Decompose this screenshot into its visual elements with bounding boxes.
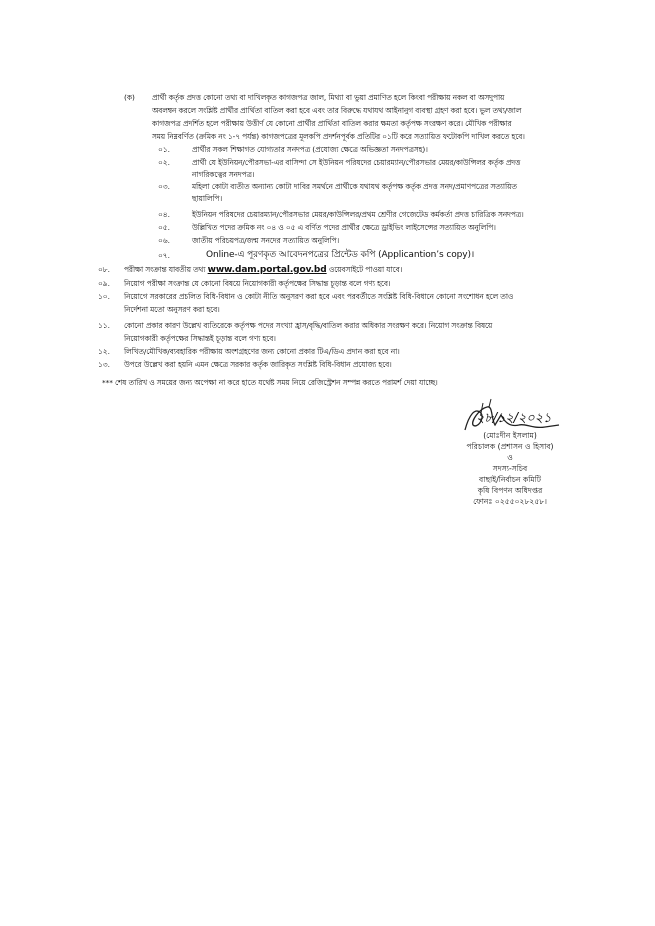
sub-item-number: ০৭.	[158, 251, 170, 260]
item-text: নিয়োগ পরীক্ষা সংক্রান্ত যে কোনো বিষয়ে নিয়োগকারী কর্তৃপক্ষের সিদ্ধান্ত চূড়ান্ত বলে গণ্য হবে।	[124, 279, 391, 288]
website-link[interactable]: www.dam.portal.gov.bd	[207, 265, 327, 275]
sub-item-text: জাতীয় পরিচয়পত্র/জন্ম সনদের সত্যায়িত অনুলিপি।	[192, 236, 340, 245]
sub-item-text: ছায়ালিপি।	[192, 194, 223, 203]
phone-number: ফোনঃ ০২৫৫০২৮২৫৮।	[473, 497, 547, 506]
signature-date: ২৮/১২/২০২১	[476, 411, 552, 426]
sub-item-number: ০৪.	[158, 210, 170, 219]
clause-ka-line-1: প্রার্থী কর্তৃক প্রদত্ত কোনো তথ্য বা দাখিলকৃত কাগজপত্র জাল, মিথ্যা বা ভুয়া প্রমাণিত হলে কিংবা পরীক্ষায় নকল বা অসদুপায়	[152, 93, 505, 102]
office-name: কৃষি বিপণন অধিদপ্তর	[477, 486, 543, 495]
item-number: ১০.	[98, 292, 110, 301]
item-text: নিয়োগে সরকারের প্রচলিত বিধি-বিধান ও কোটা নীতি অনুসরণ করা হবে এবং পরবর্তীতে সংশ্লিষ্ট বিধি-বিধানে কোনো সংশোধন হলে তাও	[124, 292, 514, 301]
sub-item-number: ০৫.	[158, 223, 170, 232]
sub-item-text: প্রার্থীর সকল শিক্ষাগত যোগ্যতার সনদপত্র (প্রযোজ্য ক্ষেত্রে অভিজ্ঞতা সনদপত্রসহ)।	[192, 145, 428, 154]
item-number: ০৮.	[98, 265, 110, 274]
item-text: কোনো প্রকার কারণ উল্লেখ ব্যতিরেকে কর্তৃপক্ষ পদের সংখ্যা হ্রাস/বৃদ্ধি/বাতিল করার অধিকার সংরক্ষণ করে। নিয়োগ সংক্রান্ত বিষয়ে	[124, 321, 493, 330]
sub-item-text: Online-এ পূরণকৃত আবেদনপত্রের প্রিন্টেড কপি (Applicantion’s copy)।	[206, 250, 475, 260]
item-text: নির্দেশনা মতো অনুসরণ করা হবে।	[124, 305, 220, 314]
clause-ka-line-2: অবলম্বন করলে সংশ্লিষ্ট প্রার্থীর প্রার্থিতা বাতিল করা হবে এবং তার বিরুদ্ধে যথাযথ আইনানুগ ব্যবস্থা গ্রহণ করা হবে। ভুল তথ্য/জাল	[152, 106, 522, 115]
item-number: ১২.	[98, 347, 110, 356]
item-text: নিয়োগকারী কর্তৃপক্ষের সিদ্ধান্তই চূড়ান্ত বলে গণ্য হবে।	[124, 334, 276, 343]
signatory-designation: পরিচালক (প্রশাসন ও হিসাব)	[466, 442, 554, 451]
signatory-role: সদস্য-সচিব	[492, 464, 528, 473]
item-text: পরীক্ষা সংক্রান্ত যাবতীয় তথ্য www.dam.portal.gov.bd ওয়েবসাইটে পাওয়া যাবে।	[124, 265, 403, 275]
item-text: লিখিত/মৌখিক/ব্যবহারিক পরীক্ষায় অংশগ্রহণের জন্য কোনো প্রকার টিএ/ডিএ প্রদান করা হবে না।	[124, 347, 400, 356]
clause-ka-line-4: সময় নিম্নবর্ণিত (ক্রমিক নং ১-৭ পর্যন্ত) কাগজপত্রের মূলকপি প্রদর্শনপূর্বক প্রতিটির ০১টি করে সত্যায়িত ফটোকপি দাখিল করতে হবে।	[152, 132, 525, 141]
sub-item-text: মহিলা কোটা ব্যতীত অন্যান্য কোটা দাবির সমর্থনে প্রার্থীকে যথাযথ কর্তৃপক্ষ কর্তৃক প্রদত্ত সনদ/প্রমাণপত্রের সত্যায়িত	[192, 182, 517, 191]
item-text: উপরে উল্লেখ করা হয়নি এমন ক্ষেত্রে সরকার কর্তৃক জারিকৃত সংশ্লিষ্ট বিধি-বিধান প্রযোজ্য হবে।	[124, 360, 392, 369]
item-number: ১৩.	[98, 360, 110, 369]
item-number: ০৯.	[98, 279, 110, 288]
sub-item-number: ০১.	[158, 145, 170, 154]
sub-item-text: নাগরিকত্বের সনদপত্র।	[192, 170, 255, 179]
sub-item-number: ০২.	[158, 158, 170, 167]
signature-block	[440, 430, 580, 507]
clause-ka-line-3: কাগজপত্র প্রদর্শিত হলে পরীক্ষায় উত্তীর্ণ যে কোনো প্রার্থীর প্রার্থিতা বাতিল করার ক্ষমতা কর্তৃপক্ষ সংরক্ষণ করে। মৌখিক পরীক্ষার	[152, 119, 512, 128]
registration-note: *** শেষ তারিখ ও সময়ের জন্য অপেক্ষা না করে হাতে যথেষ্ট সময় নিয়ে রেজিস্ট্রেশন সম্পন্ন করতে পরামর্শ দেয়া যাচ্ছে।	[102, 378, 438, 387]
sub-item-number: ০৩.	[158, 182, 170, 191]
item-number: ১১.	[98, 321, 110, 330]
sub-item-text: ইউনিয়ন পরিষদের চেয়ারম্যান/পৌরসভার মেয়র/কাউন্সিলর/প্রথম শ্রেণীর গেজেটেড কর্মকর্তা প্রদত্ত চারিত্রিক সনদপত্র।	[192, 210, 524, 219]
sub-item-text: প্রার্থী যে ইউনিয়ন/পৌরসভা-এর বাসিন্দা সে ইউনিয়ন পরিষদের চেয়ারম্যান/পৌরসভার মেয়র/কাউন্সিলর কর্তৃক প্রদত্ত	[192, 158, 521, 167]
signatory-conjunction: ও	[507, 453, 513, 462]
committee-name: বাছাই/নির্বাচন কমিটি	[479, 475, 541, 484]
signatory-name: (মোঃদীন ইসলাম)	[483, 431, 537, 440]
sub-item-number: ০৬.	[158, 236, 170, 245]
sub-item-text: উল্লিখিত পদের ক্রমিক নং ০৪ ও ০৫ এ বর্ণিত পদের প্রার্থীর ক্ষেত্রে ড্রাইভিং লাইসেন্সের সত্যায়িত অনুলিপি।	[192, 223, 496, 232]
clause-ka-marker: (ক)	[124, 93, 135, 102]
